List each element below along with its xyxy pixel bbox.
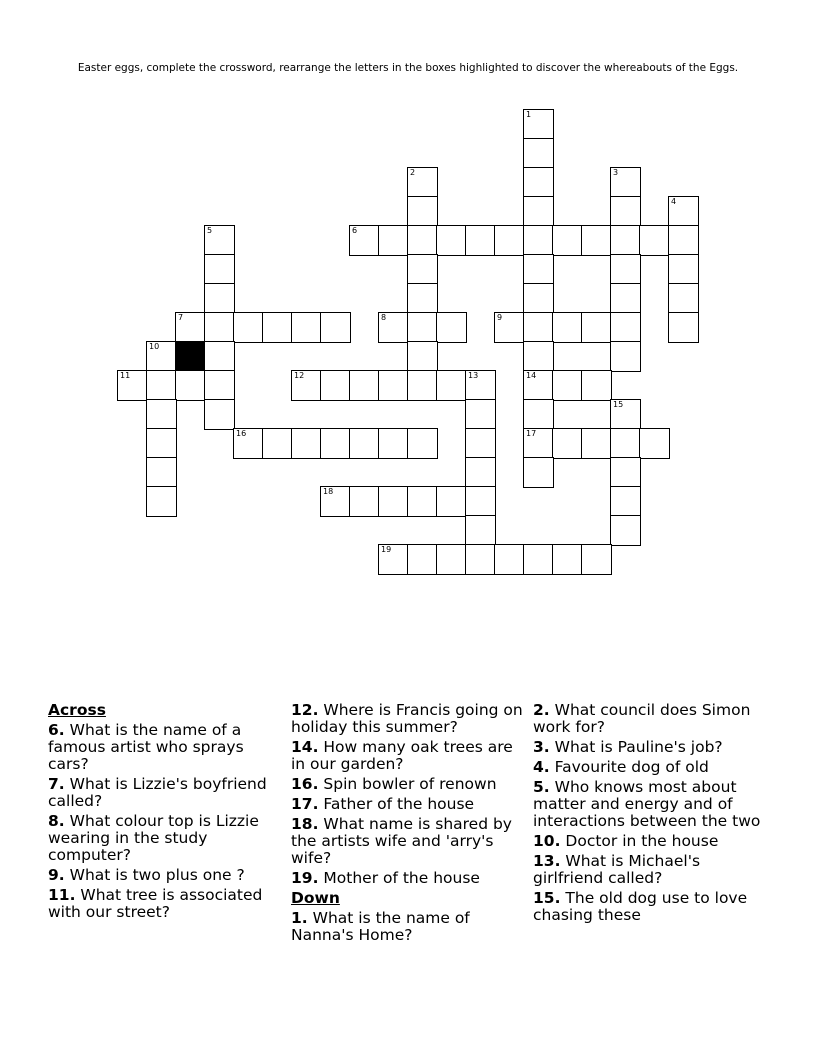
crossword-cell[interactable] (552, 312, 583, 343)
crossword-cell[interactable] (349, 225, 380, 256)
clue (291, 776, 531, 793)
crossword-cell[interactable] (262, 428, 293, 459)
crossword-cell[interactable] (610, 167, 641, 198)
down-heading: Down (291, 889, 340, 907)
clue-text: What is the name of a famous artist who sprays cars? (48, 721, 244, 773)
cell-number: 11 (120, 371, 131, 380)
crossword-cell[interactable] (523, 341, 554, 372)
clue (48, 776, 288, 810)
crossword-cell[interactable] (552, 544, 583, 575)
crossword-cell[interactable] (523, 399, 554, 430)
crossword-cell[interactable] (378, 486, 409, 517)
crossword-cell[interactable] (552, 428, 583, 459)
crossword-cell[interactable] (610, 312, 641, 343)
crossword-cell[interactable] (610, 515, 641, 546)
clue-text: Father of the house (318, 795, 475, 813)
crossword-cell[interactable] (436, 486, 467, 517)
crossword-cell[interactable] (320, 370, 351, 401)
clue-text: Who knows most about matter and energy and of interactions between the two (533, 778, 761, 830)
crossword-cell[interactable] (146, 457, 177, 488)
clue-number: 8. (48, 812, 65, 830)
clue-text: Where is Francis going on holiday this summer? (291, 701, 523, 736)
across-heading: Across (48, 701, 106, 719)
crossword-cell[interactable] (581, 225, 612, 256)
crossword-cell[interactable] (610, 254, 641, 285)
crossword-cell[interactable] (233, 428, 264, 459)
clue (533, 759, 773, 776)
clue (533, 702, 773, 736)
down-clue-list-continued (533, 702, 773, 924)
crossword-cell[interactable] (407, 225, 438, 256)
crossword-cell[interactable] (581, 544, 612, 575)
crossword-cell[interactable] (610, 225, 641, 256)
crossword-cell[interactable] (465, 428, 496, 459)
clue (291, 816, 531, 867)
crossword-cell[interactable] (523, 196, 554, 227)
crossword-cell[interactable] (233, 312, 264, 343)
crossword-cell[interactable] (320, 428, 351, 459)
crossword-cell[interactable] (204, 254, 235, 285)
crossword-cell[interactable] (668, 254, 699, 285)
crossword-cell[interactable] (407, 283, 438, 314)
crossword-cell[interactable] (378, 312, 409, 343)
crossword-cell[interactable] (523, 138, 554, 169)
crossword-cell[interactable] (581, 428, 612, 459)
clue-text: Mother of the house (318, 869, 480, 887)
crossword-cell[interactable] (581, 312, 612, 343)
crossword-cell[interactable] (204, 341, 235, 372)
crossword-cell[interactable] (407, 312, 438, 343)
crossword-cell[interactable] (639, 225, 670, 256)
crossword-cell[interactable] (610, 428, 641, 459)
clue-text: What is the name of Nanna's Home? (291, 909, 470, 944)
cell-number: 5 (207, 226, 213, 235)
clue-column-2 (291, 702, 531, 947)
clue-number: 2. (533, 701, 550, 719)
cell-number: 10 (149, 342, 160, 351)
puzzle-instructions: Easter eggs, complete the crossword, rearrange the letters in the boxes highlighted to discover the whereabouts of the Eggs. (77, 62, 739, 74)
crossword-cell[interactable] (407, 428, 438, 459)
crossword-cell[interactable] (407, 254, 438, 285)
clue (533, 739, 773, 756)
crossword-cell[interactable] (204, 225, 235, 256)
crossword-cell[interactable] (146, 341, 177, 372)
clue-number: 10. (533, 832, 561, 850)
crossword-cell[interactable] (610, 196, 641, 227)
clue-text: What council does Simon work for? (533, 701, 751, 736)
clue (291, 796, 531, 813)
cell-number: 2 (410, 168, 416, 177)
clue-number: 18. (291, 815, 319, 833)
clue-number: 4. (533, 758, 550, 776)
crossword-cell[interactable] (146, 399, 177, 430)
cell-number: 16 (236, 429, 247, 438)
crossword-cell[interactable] (378, 370, 409, 401)
clue-number: 3. (533, 738, 550, 756)
crossword-cell[interactable] (552, 370, 583, 401)
crossword-cell[interactable] (523, 370, 554, 401)
crossword-cell[interactable] (523, 225, 554, 256)
clue-number: 11. (48, 886, 76, 904)
crossword-cell[interactable] (581, 370, 612, 401)
crossword-cell[interactable] (204, 283, 235, 314)
crossword-cell[interactable] (465, 370, 496, 401)
across-clue-list-continued (291, 702, 531, 887)
crossword-cell[interactable] (668, 196, 699, 227)
crossword-cell[interactable] (465, 486, 496, 517)
cell-number: 1 (526, 110, 532, 119)
crossword-cell[interactable] (668, 283, 699, 314)
crossword-cell[interactable] (407, 196, 438, 227)
clue (48, 887, 288, 921)
cell-number: 8 (381, 313, 387, 322)
clue-text: What name is shared by the artists wife and 'arry's wife? (291, 815, 512, 867)
crossword-cell[interactable] (175, 312, 206, 343)
clue-text: What colour top is Lizzie wearing in the study computer? (48, 812, 259, 864)
crossword-cell[interactable] (436, 370, 467, 401)
crossword-cell[interactable] (523, 428, 554, 459)
clue-number: 15. (533, 889, 561, 907)
crossword-cell[interactable] (523, 457, 554, 488)
black-square (175, 341, 206, 372)
crossword-cell[interactable] (610, 399, 641, 430)
clue-number: 17. (291, 795, 319, 813)
crossword-cell[interactable] (320, 486, 351, 517)
crossword-cell[interactable] (465, 457, 496, 488)
cell-number: 3 (613, 168, 619, 177)
crossword-cell[interactable] (610, 486, 641, 517)
clue-number: 14. (291, 738, 319, 756)
crossword-cell[interactable] (610, 457, 641, 488)
crossword-cell[interactable] (639, 428, 670, 459)
clue-text: What is two plus one ? (64, 866, 245, 884)
crossword-cell[interactable] (349, 370, 380, 401)
crossword-cell[interactable] (610, 283, 641, 314)
clue-number: 9. (48, 866, 65, 884)
crossword-cell[interactable] (465, 544, 496, 575)
crossword-cell[interactable] (465, 515, 496, 546)
clue-text: Doctor in the house (560, 832, 719, 850)
crossword-cell[interactable] (175, 370, 206, 401)
crossword-cell[interactable] (378, 428, 409, 459)
clue (48, 867, 288, 884)
crossword-cell[interactable] (320, 312, 351, 343)
clue (291, 739, 531, 773)
crossword-cell[interactable] (494, 312, 525, 343)
clue (48, 722, 288, 773)
crossword-cell[interactable] (407, 486, 438, 517)
cell-number: 19 (381, 545, 392, 554)
crossword-cell[interactable] (436, 544, 467, 575)
clue-column-3 (533, 702, 773, 927)
cell-number: 17 (526, 429, 537, 438)
clue (291, 702, 531, 736)
crossword-cell[interactable] (291, 312, 322, 343)
crossword-cell[interactable] (523, 254, 554, 285)
crossword-cell[interactable] (117, 370, 148, 401)
crossword-cell[interactable] (146, 370, 177, 401)
clue-number: 19. (291, 869, 319, 887)
crossword-cell[interactable] (523, 544, 554, 575)
crossword-cell[interactable] (523, 109, 554, 140)
clue-text: What tree is associated with our street? (48, 886, 263, 921)
crossword-cell[interactable] (407, 370, 438, 401)
cell-number: 12 (294, 371, 305, 380)
crossword-cell[interactable] (146, 486, 177, 517)
clue-number: 5. (533, 778, 550, 796)
clue (291, 910, 531, 944)
clue-text: What is Lizzie's boyfriend called? (48, 775, 267, 810)
down-clue-list (291, 910, 531, 944)
crossword-cell[interactable] (552, 225, 583, 256)
crossword-cell[interactable] (291, 370, 322, 401)
crossword-cell[interactable] (262, 312, 293, 343)
crossword-cell[interactable] (146, 428, 177, 459)
clue-number: 6. (48, 721, 65, 739)
clue-number: 12. (291, 701, 319, 719)
cell-number: 4 (671, 197, 677, 206)
crossword-cell[interactable] (668, 312, 699, 343)
crossword-cell[interactable] (668, 225, 699, 256)
cell-number: 7 (178, 313, 184, 322)
cell-number: 13 (468, 371, 479, 380)
crossword-cell[interactable] (407, 341, 438, 372)
clue (533, 853, 773, 887)
clue-number: 16. (291, 775, 319, 793)
cell-number: 15 (613, 400, 624, 409)
cell-number: 18 (323, 487, 334, 496)
clue (533, 890, 773, 924)
across-clue-list (48, 722, 288, 921)
clue (533, 833, 773, 850)
crossword-cell[interactable] (465, 225, 496, 256)
cell-number: 9 (497, 313, 503, 322)
crossword-cell[interactable] (610, 341, 641, 372)
crossword-cell[interactable] (407, 167, 438, 198)
crossword-cell[interactable] (349, 428, 380, 459)
clue-text: The old dog use to love chasing these (533, 889, 748, 924)
crossword-cell[interactable] (378, 544, 409, 575)
clue (533, 779, 773, 830)
cell-number: 14 (526, 371, 537, 380)
clue-column-1 (48, 702, 288, 924)
crossword-cell[interactable] (436, 225, 467, 256)
crossword-cell[interactable] (204, 399, 235, 430)
clue-text: Spin bowler of renown (318, 775, 497, 793)
crossword-cell[interactable] (494, 544, 525, 575)
crossword-cell[interactable] (349, 486, 380, 517)
clue (48, 813, 288, 864)
clue-number: 7. (48, 775, 65, 793)
crossword-cell[interactable] (407, 544, 438, 575)
crossword-cell[interactable] (523, 167, 554, 198)
crossword-cell[interactable] (378, 225, 409, 256)
clue-number: 13. (533, 852, 561, 870)
clue (291, 870, 531, 887)
crossword-cell[interactable] (465, 399, 496, 430)
crossword-cell[interactable] (204, 370, 235, 401)
crossword-cell[interactable] (523, 312, 554, 343)
crossword-cell[interactable] (436, 312, 467, 343)
clue-number: 1. (291, 909, 308, 927)
clue-text: What is Michael's girlfriend called? (533, 852, 701, 887)
crossword-cell[interactable] (291, 428, 322, 459)
crossword-cell[interactable] (494, 225, 525, 256)
clue-text: Favourite dog of old (549, 758, 709, 776)
crossword-cell[interactable] (204, 312, 235, 343)
cell-number: 6 (352, 226, 358, 235)
clue-text: How many oak trees are in our garden? (291, 738, 513, 773)
clue-text: What is Pauline's job? (549, 738, 723, 756)
crossword-cell[interactable] (523, 283, 554, 314)
